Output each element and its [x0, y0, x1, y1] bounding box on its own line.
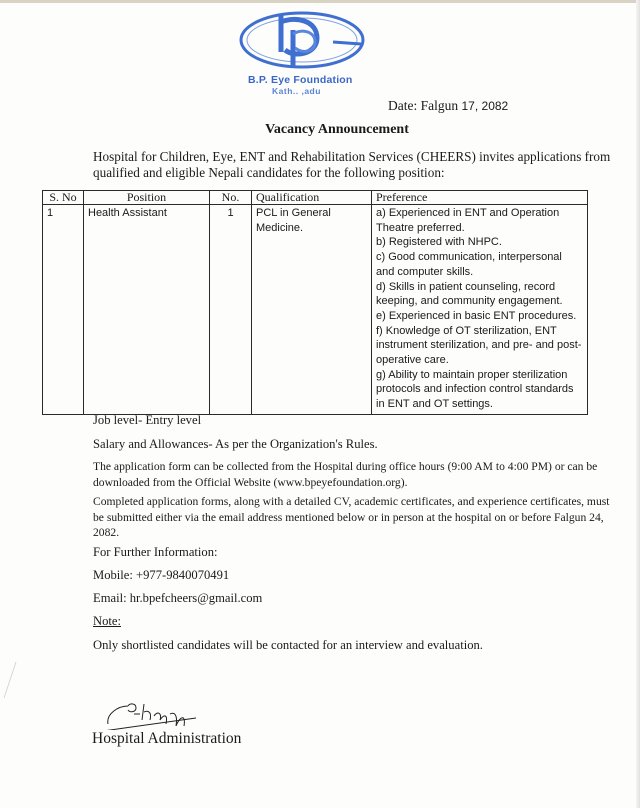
page-title: Vacancy Announcement	[265, 122, 409, 137]
further-info-label: For Further Information:	[93, 545, 218, 559]
preference-item: c) Good communication, interpersonal and computer skills.	[376, 251, 562, 278]
preference-item: b) Registered with NHPC.	[376, 236, 502, 249]
preference-item: f) Knowledge of OT sterilization, ENT instrument sterilization, and pre- and post-operative care.	[376, 324, 582, 367]
job-level: Job level- Entry level	[93, 413, 202, 427]
preference-item: g) Ability to maintain proper sterilization protocols and infection control standards in ENT and OT settings.	[376, 368, 574, 411]
note-text: Only shortlisted candidates will be contacted for an interview and evaluation.	[93, 638, 483, 652]
cell-no: 1	[210, 205, 252, 415]
table-row	[43, 205, 588, 415]
header-preference: Preference	[372, 191, 588, 205]
preference-item: a) Experienced in ENT and Operation Theatre preferred.	[376, 207, 560, 234]
scan-mark-icon	[2, 660, 22, 700]
salary-info: Salary and Allowances- As per the Organization's Rules.	[93, 437, 378, 451]
intro-paragraph: Hospital for Children, Eye, ENT and Rehabilitation Services (CHEERS) invites applications from qualified and eligible Nepali candidates for the following position:	[93, 149, 611, 180]
org-city: Kath.. ,adu	[272, 86, 321, 96]
vacancy-table	[42, 190, 588, 415]
cell-preference	[372, 205, 588, 415]
preference-item: d) Skills in patient counseling, record keeping, and community engagement.	[376, 280, 563, 308]
header-no: No.	[210, 191, 252, 205]
date-label: Date: Falgun	[388, 98, 462, 113]
org-name: B.P. Eye Foundation	[248, 74, 353, 86]
date-value: 17, 2082	[461, 99, 509, 113]
cell-sno: 1	[43, 205, 84, 415]
preference-item: e) Experienced in basic ENT procedures.	[376, 309, 577, 322]
bp-eye-foundation-logo-icon	[237, 8, 367, 72]
note-label: Note:	[93, 614, 121, 628]
scan-edge-top	[0, 0, 640, 3]
announcement-date	[388, 98, 508, 114]
header-qualification: Qualification	[252, 191, 372, 205]
cell-qualification: PCL in General Medicine.	[252, 205, 372, 415]
header-sno: S. No	[43, 191, 84, 205]
application-form-info: The application form can be collected from the Hospital during office hours (9:00 AM to 4:00 PM) or can be downloaded from the Official Website (www.bpeyefoundation.org).	[93, 460, 598, 489]
header-position: Position	[84, 191, 210, 205]
table-header-row	[43, 191, 588, 205]
email-contact: Email: hr.bpefcheers@gmail.com	[93, 591, 263, 605]
cell-position: Health Assistant	[84, 205, 210, 415]
signature-icon	[100, 700, 200, 730]
submission-info: Completed application forms, along with a detailed CV, academic certificates, and experience certificates, must be submitted either via the email address mentioned below or in person at the hospital on or before Falgun 24, 2082.	[93, 495, 610, 539]
signatory-title: Hospital Administration	[92, 730, 242, 747]
mobile-contact: Mobile: +977-9840070491	[93, 568, 230, 582]
